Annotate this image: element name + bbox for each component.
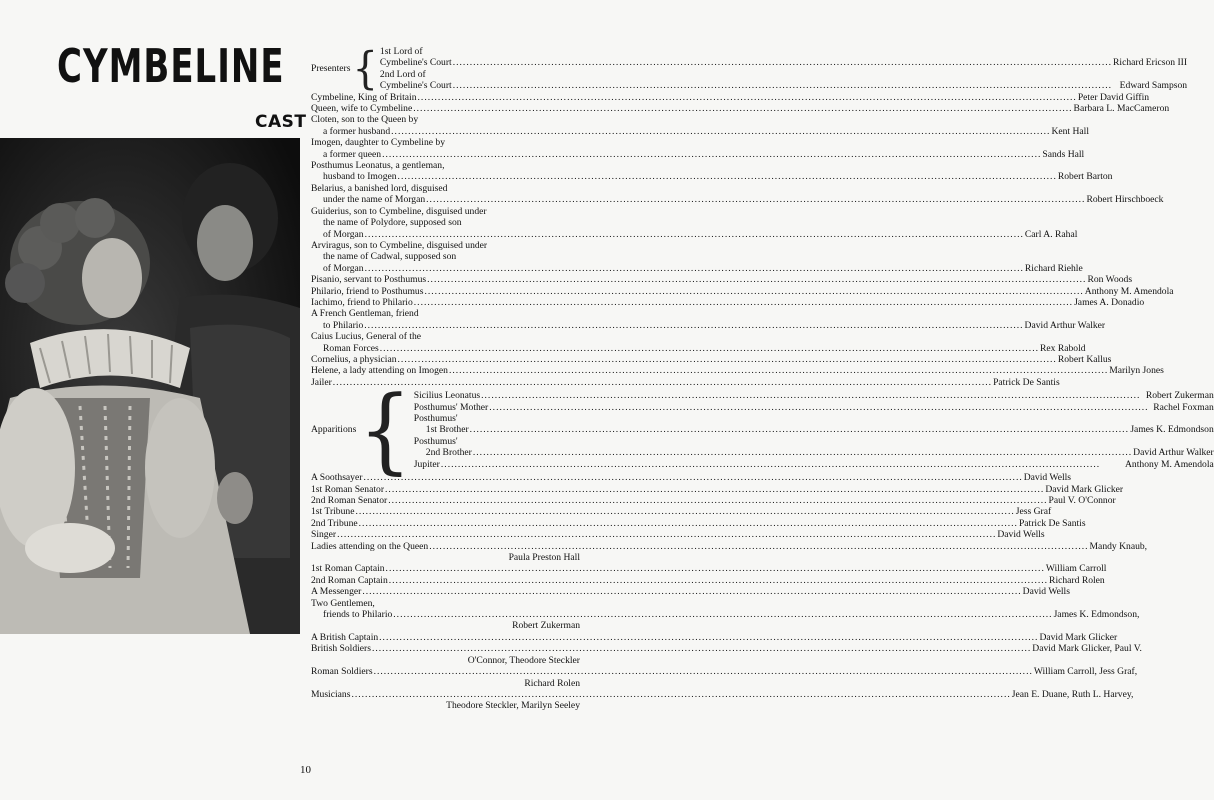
presenters-lines — [380, 46, 1187, 92]
dot-leader — [355, 506, 1014, 517]
cast-role: 1st Lord of — [379, 46, 423, 57]
cast-role: the name of Cadwal, supposed son — [323, 251, 457, 263]
cast-actor: Sands Hall — [1042, 148, 1085, 160]
cast-actor: James K. Edmondson, — [1053, 609, 1140, 621]
cast-role: under the name of Morgan — [323, 194, 426, 206]
cast-entry — [380, 57, 1187, 68]
dot-leader — [424, 286, 1083, 297]
cast-actor: Patrick De Santis — [993, 376, 1060, 388]
cast-list — [311, 43, 1214, 712]
cast-entry — [311, 103, 1170, 115]
page-title: CYMBELINE — [57, 40, 285, 94]
cast-entry — [414, 413, 1214, 424]
dot-leader — [365, 229, 1024, 240]
dot-leader — [489, 402, 1152, 413]
cast-entry — [311, 529, 1045, 541]
cast-actor: Anthony M. Amendola — [1125, 458, 1214, 470]
cast-entry — [311, 598, 611, 609]
cast-actor: Rachel Foxman — [1153, 401, 1214, 413]
cast-actor: Richard Riehle — [1024, 262, 1083, 274]
dot-leader — [426, 194, 1085, 205]
cast-entry — [311, 251, 611, 262]
cast-actor: Paul V. O'Connor — [1048, 495, 1116, 506]
cast-actor-continued: Theodore Steckler, Marilyn Seeley — [446, 700, 580, 712]
apparitions-lines — [414, 390, 1214, 470]
cast-entry — [311, 160, 611, 171]
cast-role: Caius Lucius, General of the — [311, 331, 422, 343]
cast-actor: David Mark Glicker — [1045, 483, 1124, 495]
dot-leader — [382, 149, 1041, 160]
cast-actor: Barbara L. MacCameron — [1073, 103, 1170, 115]
cast-actor: Ron Woods — [1087, 274, 1133, 286]
cast-actor: William Carroll — [1045, 563, 1107, 575]
cast-actor: David Arthur Walker — [1024, 319, 1106, 331]
cast-role: British Soldiers — [311, 643, 371, 655]
cast-entry — [311, 574, 1105, 586]
cast-role: 2nd Tribune — [311, 517, 358, 529]
cast-role: Guiderius, son to Cymbeline, disguised under — [311, 205, 487, 217]
cast-actor: William Carroll, Jess Graf, — [1033, 666, 1138, 678]
cast-role: Cornelius, a physician — [311, 353, 397, 365]
dot-leader — [365, 263, 1024, 274]
dot-leader — [379, 632, 1038, 643]
cast-role: Cymbeline, King of Britain — [311, 91, 417, 103]
cast-role: 1st Roman Captain — [311, 563, 385, 575]
cast-role: Two Gentlemen, — [311, 597, 375, 609]
dot-leader — [351, 689, 1010, 700]
cast-role: Posthumus' — [413, 413, 458, 425]
cast-role: Helene, a lady attending on Imogen — [311, 365, 448, 377]
cast-entry — [311, 483, 1124, 495]
cast-actor: James K. Edmondson — [1130, 424, 1214, 436]
cast-entry — [311, 137, 611, 148]
cast-role: friends to Philario — [323, 609, 393, 621]
cast-actor: Anthony M. Amendola — [1084, 285, 1174, 297]
dot-leader — [414, 297, 1073, 308]
dot-leader — [386, 563, 1045, 574]
cast-role: 2nd Lord of — [379, 68, 426, 80]
cast-actor: Robert Barton — [1057, 171, 1113, 183]
cast-entry — [311, 183, 611, 194]
dot-leader — [363, 472, 1022, 483]
production-photo — [0, 138, 300, 634]
cast-entry — [380, 69, 1187, 80]
cast-entry — [311, 171, 1113, 183]
cast-section-b — [311, 472, 1148, 712]
dot-leader — [337, 529, 996, 540]
cast-entry — [380, 46, 1187, 57]
cast-role: Cymbeline's Court — [379, 80, 452, 92]
dot-leader — [372, 643, 1031, 654]
dot-leader — [398, 171, 1057, 182]
cast-role: Cloten, son to the Queen by — [311, 114, 419, 126]
cast-actor: Mandy Knaub, — [1089, 540, 1148, 552]
cast-actor: David Mark Glicker, Paul V. — [1032, 643, 1142, 655]
dot-leader — [427, 274, 1086, 285]
cast-entry — [311, 342, 1086, 354]
cast-actor: Carl A. Rahal — [1024, 228, 1078, 240]
cast-role: A Messenger — [311, 586, 362, 598]
cast-entry — [311, 217, 611, 228]
cast-entry — [311, 643, 1142, 655]
cast-role: a former queen — [323, 148, 382, 160]
brace-icon: { — [352, 43, 378, 95]
apparitions-label: Apparitions — [311, 424, 357, 436]
cast-role: 1st Tribune — [311, 506, 355, 518]
dot-leader — [441, 459, 1124, 470]
cast-role: to Philario — [323, 319, 364, 331]
cast-role: Singer — [311, 529, 337, 541]
cast-entry — [311, 148, 1085, 160]
dot-leader — [388, 495, 1047, 506]
cast-entry — [311, 240, 611, 251]
cast-entry — [311, 331, 611, 342]
cast-actor: Marilyn Jones — [1109, 365, 1164, 377]
cast-entry — [311, 206, 611, 217]
cast-entry — [311, 563, 1107, 575]
cast-entry — [311, 262, 1083, 274]
cast-role: a former husband — [323, 125, 391, 137]
cast-role: Posthumus' Mother — [413, 401, 489, 413]
cast-role: 2nd Roman Senator — [311, 495, 388, 506]
cast-heading: CAST — [255, 112, 307, 132]
cast-entry — [380, 80, 1187, 91]
cast-entry — [311, 319, 1106, 331]
dot-leader — [389, 575, 1048, 586]
cast-entry — [311, 194, 1164, 206]
brace-icon: { — [358, 376, 412, 485]
cast-actor: Edward Sampson — [1119, 80, 1188, 92]
cast-entry — [414, 424, 1214, 435]
presenters-label: Presenters — [311, 63, 351, 75]
cast-entry — [311, 472, 1072, 484]
cast-actor: David Arthur Walker — [1133, 447, 1214, 459]
cast-actor-continued: Robert Zukerman — [512, 620, 580, 632]
cast-entry — [414, 447, 1214, 458]
cast-role: Jailer — [311, 376, 332, 388]
cast-entry — [311, 228, 1078, 240]
dot-leader — [470, 424, 1130, 435]
cast-role: Queen, wife to Cymbeline — [311, 103, 413, 115]
cast-role: Sicilius Leonatus — [413, 390, 481, 402]
dot-leader — [453, 80, 1119, 91]
dot-leader — [413, 103, 1072, 114]
cast-entry — [311, 376, 1060, 388]
dot-leader — [364, 320, 1023, 331]
cast-actor: Kent Hall — [1051, 125, 1090, 137]
cast-actor: Jess Graf — [1015, 506, 1052, 518]
cast-role: of Morgan — [323, 228, 364, 240]
page-number: 10 — [300, 764, 311, 776]
cast-entry — [311, 540, 1148, 552]
cast-entry — [311, 296, 1145, 308]
cast-role: Arviragus, son to Cymbeline, disguised under — [311, 239, 488, 251]
presenters-group — [311, 43, 1188, 95]
cast-role: Philario, friend to Posthumus — [311, 285, 424, 297]
cast-entry — [311, 631, 1118, 643]
cast-actor: David Wells — [1022, 586, 1070, 598]
cast-role: 2nd Roman Captain — [311, 574, 388, 586]
cast-entry — [311, 308, 611, 319]
cast-actor: David Mark Glicker — [1039, 631, 1118, 643]
cast-entry — [311, 609, 1140, 621]
cast-actor-continued: O'Connor, Theodore Steckler — [467, 654, 580, 666]
cast-role: Posthumus' — [413, 435, 458, 447]
dot-leader — [393, 609, 1052, 620]
cast-entry — [311, 274, 1133, 286]
cast-entry — [311, 666, 1138, 678]
cast-entry — [311, 114, 611, 125]
cast-role: A British Captain — [311, 631, 379, 643]
cast-entry — [311, 688, 1134, 700]
cast-entry — [311, 517, 1086, 529]
cast-actor: Richard Rolen — [1049, 574, 1105, 586]
cast-actor: Robert Kallus — [1057, 353, 1112, 365]
cast-role: A French Gentleman, friend — [311, 308, 419, 320]
cast-entry — [311, 506, 1052, 518]
cast-entry — [414, 402, 1214, 413]
cast-role: Jupiter — [413, 458, 440, 470]
cast-role: Imogen, daughter to Cymbeline by — [311, 137, 446, 149]
dot-leader — [481, 390, 1145, 401]
dot-leader — [359, 518, 1018, 529]
cast-actor: Richard Ericson III — [1113, 57, 1188, 69]
cast-entry — [311, 125, 1090, 137]
cast-role: the name of Polydore, supposed son — [323, 217, 462, 229]
dot-leader — [398, 354, 1057, 365]
dot-leader — [473, 447, 1132, 458]
cast-role: 1st Brother — [425, 424, 469, 436]
cast-role: Musicians — [311, 688, 351, 700]
cast-entry — [311, 285, 1174, 297]
cast-role: Pisanio, servant to Posthumus — [311, 274, 427, 286]
cast-role: Ladies attending on the Queen — [311, 540, 429, 552]
cast-actor: David Wells — [1023, 472, 1072, 484]
cast-role: Roman Forces — [323, 342, 379, 354]
cast-role: A Soothsayer — [311, 472, 363, 484]
cast-entry — [311, 353, 1112, 365]
dot-leader — [453, 57, 1112, 68]
cast-entry — [414, 459, 1214, 470]
cast-entry — [414, 436, 1214, 447]
dot-leader — [380, 343, 1039, 354]
cast-actor-continued: Richard Rolen — [524, 677, 580, 689]
cast-role: Belarius, a banished lord, disguised — [311, 182, 448, 194]
cast-role: Posthumus Leonatus, a gentleman, — [311, 160, 445, 172]
dot-leader — [429, 541, 1088, 552]
cast-actor: Robert Zukerman — [1145, 390, 1214, 402]
dot-leader — [418, 92, 1077, 103]
cast-entry — [311, 586, 1070, 598]
dot-leader — [333, 377, 992, 388]
cast-entry — [414, 390, 1214, 401]
cast-section-a — [311, 91, 1174, 389]
cast-actor: Jean E. Duane, Ruth L. Harvey, — [1011, 688, 1134, 700]
cast-role: Roman Soldiers — [311, 666, 373, 678]
cast-role: 2nd Brother — [425, 447, 472, 459]
dot-leader — [391, 126, 1050, 137]
dot-leader — [449, 365, 1108, 376]
cast-actor: Robert Hirschboeck — [1086, 194, 1164, 206]
cast-role: Cymbeline's Court — [379, 57, 452, 69]
cast-role: husband to Imogen — [323, 171, 397, 183]
cast-actor-continued: Paula Preston Hall — [508, 552, 580, 564]
dot-leader — [374, 666, 1033, 677]
cast-role: Iachimo, friend to Philario — [311, 296, 413, 308]
dot-leader — [362, 586, 1021, 597]
cast-role: 1st Roman Senator — [311, 483, 385, 495]
cast-role: of Morgan — [323, 262, 364, 274]
dot-leader — [385, 484, 1044, 495]
cast-actor: James A. Donadio — [1074, 296, 1145, 308]
cast-actor: David Wells — [997, 529, 1045, 541]
cast-actor: Rex Rabold — [1040, 342, 1086, 354]
cast-actor: Patrick De Santis — [1018, 517, 1086, 529]
cast-entry — [311, 365, 1164, 377]
cast-actor: Peter David Giffin — [1077, 91, 1150, 103]
cast-entry — [311, 495, 1116, 506]
